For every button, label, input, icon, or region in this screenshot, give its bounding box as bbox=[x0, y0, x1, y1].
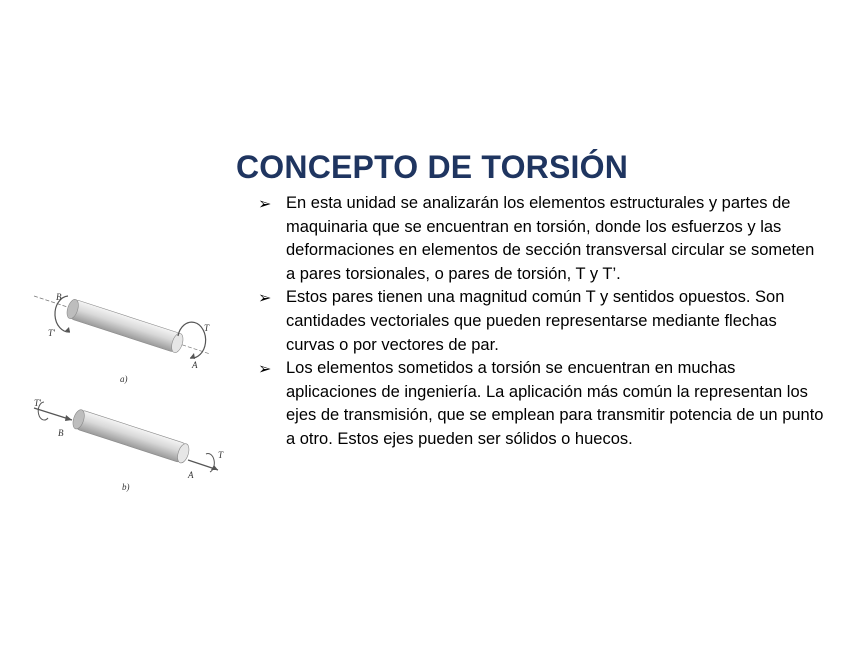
label-b: B bbox=[58, 428, 64, 438]
figure-caption: b) bbox=[122, 482, 130, 492]
label-t: T bbox=[218, 450, 224, 460]
figure-caption: a) bbox=[120, 374, 128, 384]
label-t-prime: T' bbox=[48, 328, 55, 338]
shaft-curved-arrows-illustration bbox=[30, 286, 220, 386]
arrow-bullet-icon: ➢ bbox=[258, 196, 272, 213]
label-t-prime: T' bbox=[34, 398, 41, 408]
arrow-bullet-icon: ➢ bbox=[258, 290, 272, 308]
arrow-bullet-icon: ➢ bbox=[258, 361, 272, 379]
label-a: A bbox=[188, 470, 194, 480]
bullet-text: En esta unidad se analizarán los elementos estructurales y partes de maquinaria que se encuentran en torsión, donde los esfuerzos y las deformaciones en elementos de sección transversal circular se someten a pares torsionales, o pares de torsión, T y T’. bbox=[286, 194, 815, 283]
bullet-text: Estos pares tienen una magnitud común T y sentidos opuestos. Son cantidades vectoriales que pueden representarse mediante flechas curvas o por vectores de par. bbox=[286, 288, 785, 354]
label-a: A bbox=[192, 360, 198, 370]
slide-title: CONCEPTO DE TORSIÓN bbox=[236, 149, 629, 185]
torsion-figure-b bbox=[30, 398, 230, 494]
bullet-item bbox=[258, 286, 826, 357]
bullet-item bbox=[258, 357, 826, 451]
bullet-list bbox=[258, 192, 826, 452]
label-b: B bbox=[56, 292, 62, 302]
shaft-couple-vectors-illustration bbox=[30, 398, 230, 494]
torsion-figure-a bbox=[30, 286, 220, 386]
bullet-item bbox=[258, 192, 826, 286]
bullet-text: Los elementos sometidos a torsión se encuentran en muchas aplicaciones de ingeniería. La aplicación más común la representan los ejes de transmisión, que se emplean para transmitir potencia de un punto a otro. Estos ejes pueden ser sólidos o huecos. bbox=[286, 359, 824, 448]
label-t: T bbox=[204, 323, 210, 333]
